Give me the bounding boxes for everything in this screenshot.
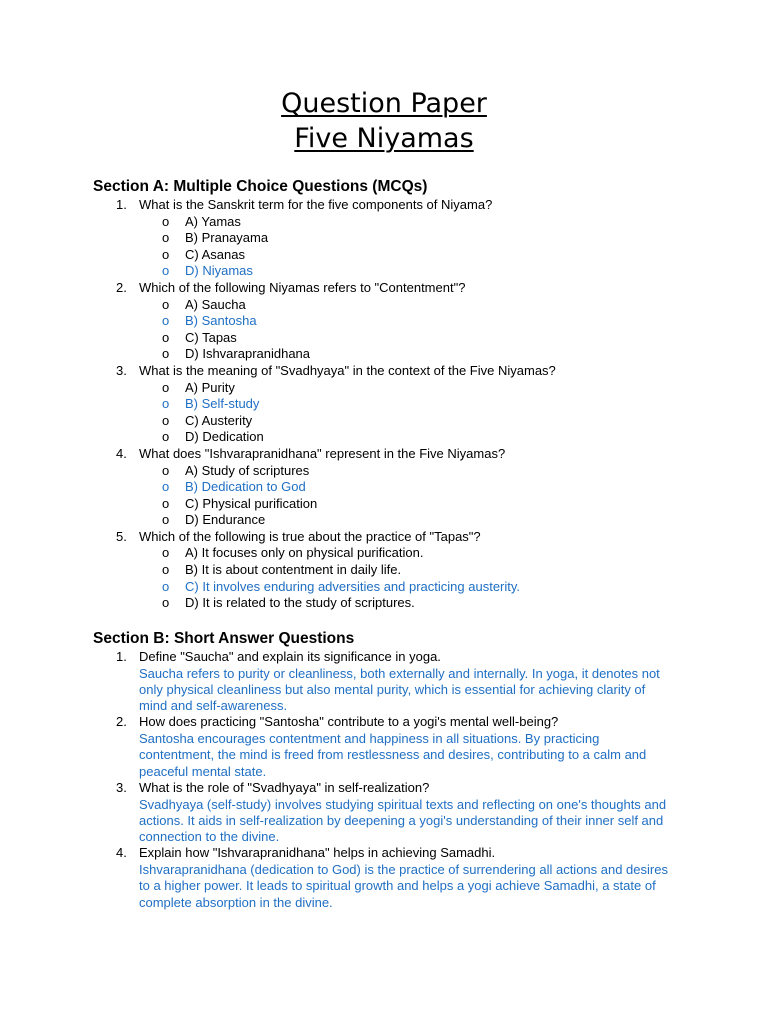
option-text: D) Niyamas <box>185 263 253 279</box>
option-text: C) Physical purification <box>185 495 318 511</box>
mcq-question-item <box>0 280 768 363</box>
question-text: Which of the following Niyamas refers to "Contentment"? <box>139 279 466 295</box>
option-item <box>0 214 768 231</box>
option-text: A) It focuses only on physical purification. <box>185 545 424 561</box>
answer-text: Ishvarapranidhana (dedication to God) is the practice of surrendering all actions and desires to a higher power. It leads to spiritual growth and helps a yogi achieve Samadhi, a state of complete absorption in the divine. <box>139 862 668 910</box>
question-text: Define "Saucha" and explain its significance in yoga. <box>139 649 441 664</box>
option-list <box>139 297 768 363</box>
mcq-question-item <box>0 197 768 280</box>
question-number: 2. <box>116 714 127 730</box>
option-text: D) It is related to the study of scriptures. <box>185 595 415 611</box>
correct-option <box>0 396 768 413</box>
option-text: C) Austerity <box>185 412 253 428</box>
option-bullet: o <box>162 396 170 412</box>
title-line-2: Five Niyamas <box>294 123 474 154</box>
option-bullet: o <box>162 512 170 528</box>
option-bullet: o <box>162 595 170 611</box>
option-bullet: o <box>162 379 170 395</box>
question-text: What is the meaning of "Svadhyaya" in the context of the Five Niyamas? <box>139 362 556 378</box>
option-text: D) Endurance <box>185 512 266 528</box>
option-bullet: o <box>162 246 170 262</box>
option-text: B) Pranayama <box>185 230 269 246</box>
section-b-question-list <box>0 649 768 911</box>
section-a-question-list <box>0 197 768 612</box>
option-list <box>139 380 768 446</box>
short-answer-item <box>0 649 768 714</box>
option-item <box>0 562 768 579</box>
option-list <box>139 214 768 280</box>
option-bullet: o <box>162 329 170 345</box>
correct-option <box>0 263 768 280</box>
question-text: What is the role of "Svadhyaya" in self-realization? <box>139 779 430 795</box>
correct-option <box>0 479 768 496</box>
option-text: A) Study of scriptures <box>185 462 310 478</box>
option-item <box>0 429 768 446</box>
option-list <box>139 545 768 611</box>
option-bullet: o <box>162 213 170 229</box>
option-text: D) Ishvarapranidhana <box>185 346 311 362</box>
option-bullet: o <box>162 263 170 279</box>
option-bullet: o <box>162 346 170 362</box>
correct-option <box>0 579 768 596</box>
option-bullet: o <box>162 495 170 511</box>
option-text: A) Saucha <box>185 296 246 312</box>
answer-text: Saucha refers to purity or cleanliness, both externally and internally. In yoga, it denotes not only physical cleanliness but also mental purity, which is essential for achieving clarity of mind and self-awareness. <box>139 665 660 714</box>
option-text: D) Dedication <box>185 429 264 445</box>
option-item <box>0 545 768 562</box>
question-text: Which of the following is true about the practice of "Tapas"? <box>139 528 481 544</box>
option-bullet: o <box>162 429 170 445</box>
question-text: How does practicing "Santosha" contribute to a yogi's mental well-being? <box>139 714 559 730</box>
page-title <box>0 86 768 156</box>
option-item <box>0 346 768 363</box>
question-number: 1. <box>116 197 127 212</box>
option-text: C) Tapas <box>185 329 237 345</box>
option-bullet: o <box>162 412 170 428</box>
answer-text: Svadhyaya (self-study) involves studying spiritual texts and reflecting on one's thoughts and actions. It aids in self-realization by deepening a yogi's understanding of their inner self and connection to the divine. <box>139 796 667 845</box>
option-bullet: o <box>162 545 170 561</box>
question-number: 4. <box>116 845 127 861</box>
question-number: 3. <box>116 362 127 378</box>
option-text: B) Santosha <box>185 313 257 329</box>
option-text: B) Dedication to God <box>185 479 306 495</box>
option-item <box>0 413 768 430</box>
option-text: C) It involves enduring adversities and practicing austerity. <box>185 578 521 594</box>
question-text: What does "Ishvarapranidhana" represent in the Five Niyamas? <box>139 445 506 461</box>
short-answer-item <box>0 714 768 779</box>
option-item <box>0 297 768 314</box>
section-a-heading: Section A: Multiple Choice Questions (MCQs) <box>93 178 428 195</box>
option-text: A) Yamas <box>185 213 241 229</box>
question-number: 1. <box>116 649 127 664</box>
question-number: 2. <box>116 279 127 295</box>
question-number: 5. <box>116 528 127 544</box>
question-number: 4. <box>116 445 127 461</box>
option-bullet: o <box>162 479 170 495</box>
mcq-question-item <box>0 446 768 529</box>
option-text: A) Purity <box>185 379 235 395</box>
option-item <box>0 230 768 247</box>
option-bullet: o <box>162 578 170 594</box>
mcq-question-item <box>0 529 768 612</box>
option-item <box>0 247 768 264</box>
option-item <box>0 330 768 347</box>
mcq-question-item <box>0 363 768 446</box>
section-b-heading: Section B: Short Answer Questions <box>93 630 355 647</box>
option-item <box>0 496 768 513</box>
option-item <box>0 380 768 397</box>
option-text: B) Self-study <box>185 396 260 412</box>
option-text: B) It is about contentment in daily life. <box>185 562 402 578</box>
option-bullet: o <box>162 296 170 312</box>
option-bullet: o <box>162 462 170 478</box>
option-text: C) Asanas <box>185 246 245 262</box>
option-item <box>0 463 768 480</box>
option-bullet: o <box>162 562 170 578</box>
option-bullet: o <box>162 313 170 329</box>
option-item <box>0 595 768 612</box>
option-bullet: o <box>162 230 170 246</box>
question-text: Explain how "Ishvarapranidhana" helps in achieving Samadhi. <box>139 845 496 861</box>
question-text: What is the Sanskrit term for the five components of Niyama? <box>139 197 493 212</box>
short-answer-item <box>0 780 768 845</box>
correct-option <box>0 313 768 330</box>
short-answer-item <box>0 845 768 910</box>
answer-text: Santosha encourages contentment and happiness in all situations. By practicing contentment, the mind is freed from restlessness and desires, contributing to a calm and peaceful mental state. <box>139 731 647 779</box>
option-item <box>0 512 768 529</box>
question-number: 3. <box>116 779 127 795</box>
option-list <box>139 463 768 529</box>
title-line-1: Question Paper <box>281 88 487 119</box>
